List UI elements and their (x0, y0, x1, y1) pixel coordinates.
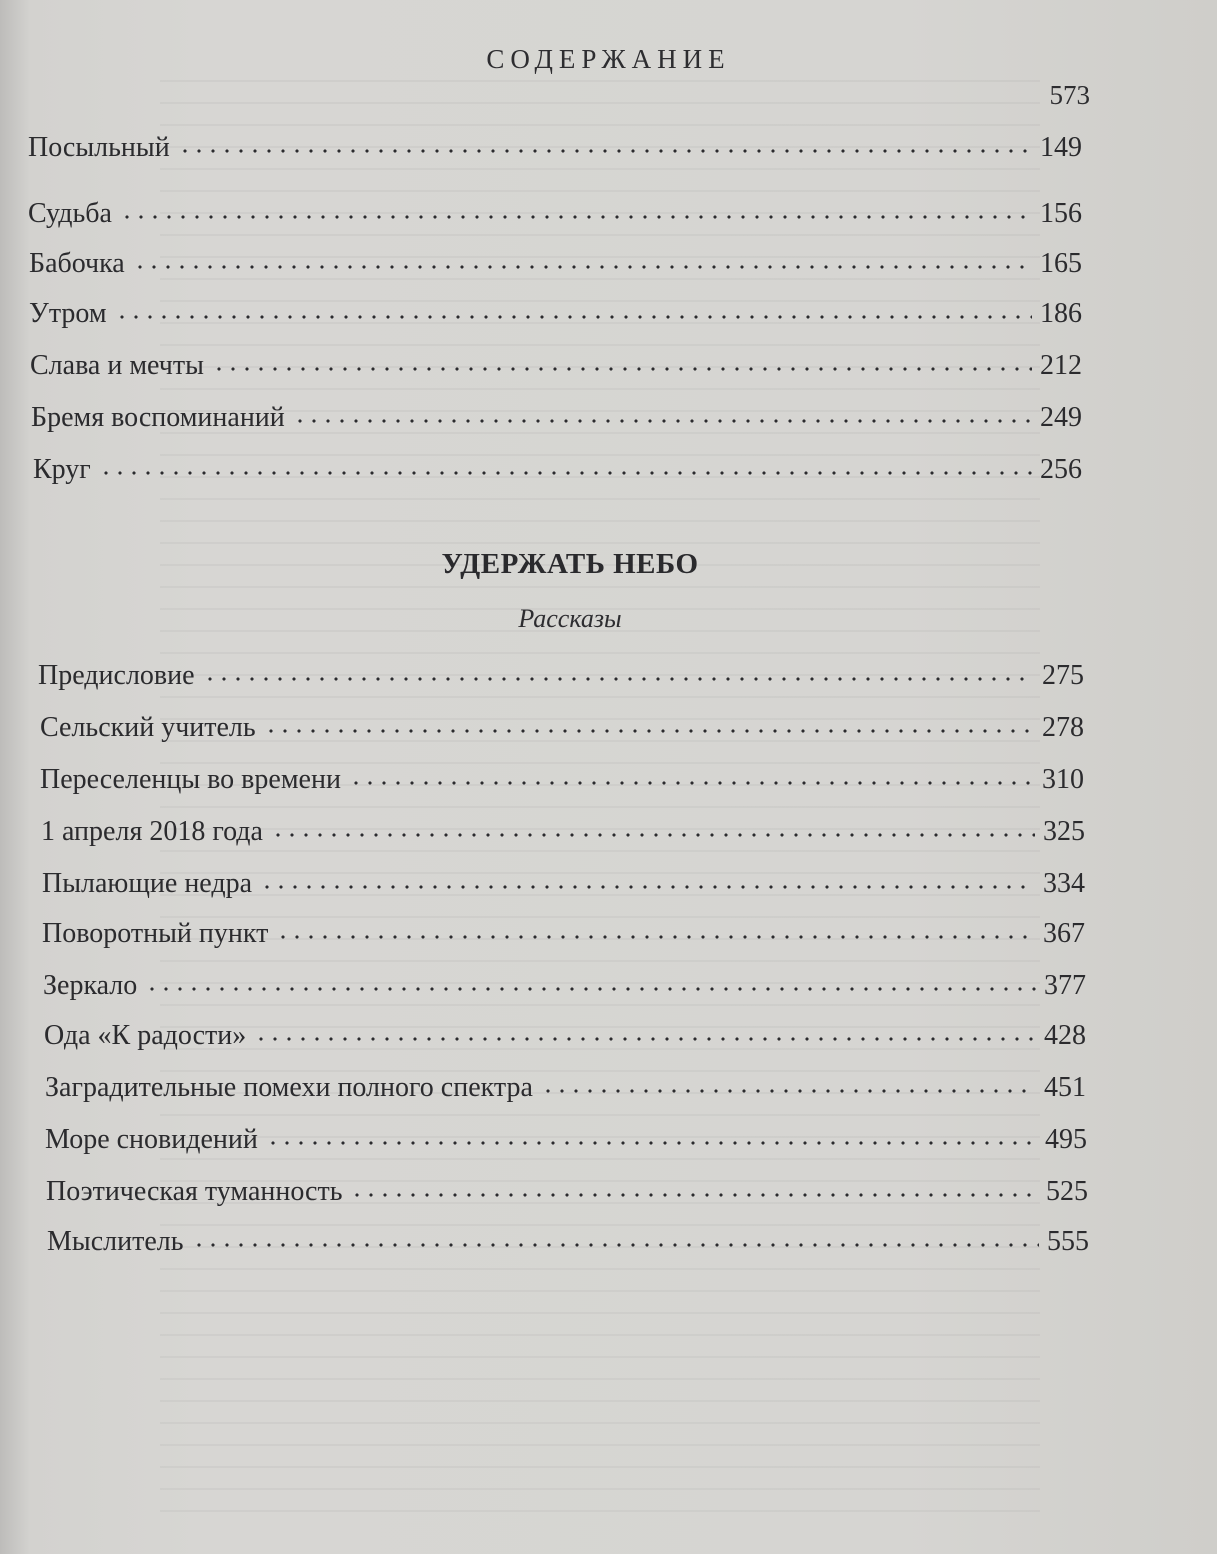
toc-entry-title: 1 апреля 2018 года (41, 816, 263, 847)
toc-entry-title: Сельский учитель (40, 712, 256, 743)
toc-entry (44, 1020, 1086, 1052)
dot-leader (260, 884, 1035, 890)
toc-entry (28, 132, 1082, 164)
toc-entry (33, 454, 1082, 486)
dot-leader (192, 1242, 1040, 1248)
section-title: УДЕРЖАТЬ НЕБО (441, 548, 699, 580)
toc-entry-title: Пылающие недра (42, 868, 253, 899)
toc-entry (31, 402, 1082, 434)
dot-leader (350, 1192, 1038, 1198)
toc-entry-page: 165 (1040, 248, 1082, 279)
toc-entry-title: Зеркало (43, 970, 138, 1001)
toc-entry-title: Поэтическая туманность (46, 1176, 343, 1207)
dot-leader (99, 470, 1032, 476)
toc-entry-page: 325 (1043, 816, 1085, 847)
toc-entry (30, 350, 1082, 382)
toc-entry-title: Бремя воспоминаний (31, 402, 285, 433)
toc-entry-page: 428 (1044, 1020, 1086, 1051)
dot-leader (203, 676, 1034, 682)
toc-entry-title: Бабочка (29, 248, 125, 279)
dot-leader (264, 728, 1034, 734)
toc-entry-title: Море сновидений (45, 1124, 258, 1155)
toc-entry-page: 186 (1040, 298, 1082, 329)
toc-entry-title: Слава и мечты (30, 350, 204, 381)
toc-entry-page: 156 (1040, 198, 1082, 229)
toc-entry-page: 451 (1044, 1072, 1086, 1103)
toc-entry-page: 310 (1042, 764, 1084, 795)
toc-entry (45, 1072, 1086, 1104)
toc-entry (28, 198, 1082, 230)
dot-leader (541, 1088, 1036, 1094)
toc-entry-title: Ода «К радости» (44, 1020, 247, 1051)
toc-entry (46, 1176, 1088, 1208)
toc-entry-title: Заградительные помехи полного спектра (45, 1072, 533, 1103)
toc-entry-page: 149 (1040, 132, 1082, 163)
dot-leader (266, 1140, 1037, 1146)
toc-entry-page: 249 (1040, 402, 1082, 433)
toc-entry (40, 712, 1084, 744)
dot-leader (293, 418, 1032, 424)
toc-entry (29, 298, 1082, 330)
toc-entry (41, 816, 1085, 848)
toc-entry (42, 868, 1085, 900)
toc-entry-page: 367 (1043, 918, 1085, 949)
toc-entry-title: Мыслитель (47, 1226, 184, 1257)
toc-entry (40, 764, 1084, 796)
toc-entry-page: 555 (1047, 1226, 1089, 1257)
toc-entry-title: Предисловие (38, 660, 195, 691)
dot-leader (271, 832, 1035, 838)
dot-leader (254, 1036, 1036, 1042)
toc-entry (45, 1124, 1087, 1156)
section-subtitle: Рассказы (518, 604, 622, 633)
dot-leader (133, 264, 1032, 270)
toc-entry-page: 212 (1040, 350, 1082, 381)
toc-entry-page: 256 (1040, 454, 1082, 485)
toc-entry (47, 1226, 1089, 1258)
toc-entry-page: 495 (1045, 1124, 1087, 1155)
toc-entry-title: Утром (29, 298, 107, 329)
toc-entry-page: 377 (1044, 970, 1086, 1001)
show-through-text (160, 80, 1040, 1520)
toc-entry-title: Круг (33, 454, 91, 485)
dot-leader (276, 934, 1035, 940)
toc-entry-page: 275 (1042, 660, 1084, 691)
toc-entry (29, 248, 1082, 280)
toc-entry (38, 660, 1084, 692)
toc-entry-title: Судьба (28, 198, 112, 229)
running-head: СОДЕРЖАНИЕ (486, 44, 731, 74)
toc-entry (42, 918, 1085, 950)
toc-entry-title: Посыльный (28, 132, 170, 163)
dot-leader (349, 780, 1034, 786)
toc-entry-page: 525 (1046, 1176, 1088, 1207)
dot-leader (145, 986, 1036, 992)
dot-leader (212, 366, 1032, 372)
toc-entry-title: Поворотный пункт (42, 918, 269, 949)
dot-leader (178, 148, 1032, 154)
dot-leader (115, 314, 1032, 320)
dot-leader (120, 214, 1032, 220)
toc-entry-title: Переселенцы во времени (40, 764, 341, 795)
toc-entry-page: 334 (1043, 868, 1085, 899)
toc-entry-page: 278 (1042, 712, 1084, 743)
page-number: 573 (1049, 80, 1090, 110)
toc-entry (43, 970, 1086, 1002)
